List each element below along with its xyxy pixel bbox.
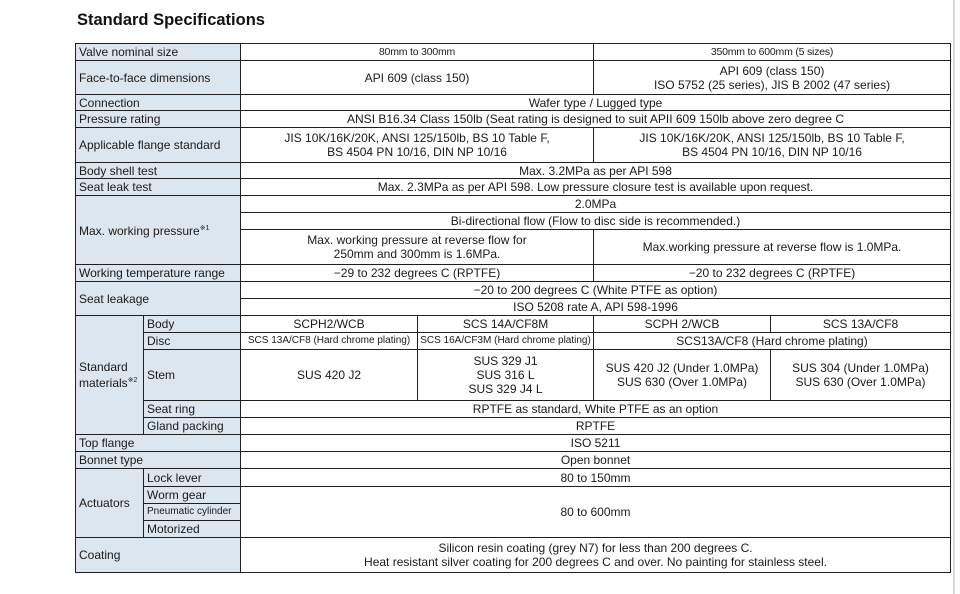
row-label: Gland packing — [144, 418, 241, 435]
cell-line: SUS 420 J2 (Under 1.0MPa) — [605, 361, 759, 375]
cell-line: Silicon resin coating (grey N7) for less than 200 degrees C. — [438, 541, 753, 555]
cell-value: −20 to 232 degrees C (RPTFE) — [594, 265, 951, 282]
row-label: Body shell test — [76, 163, 241, 179]
cell-value — [594, 128, 951, 163]
row-label: Seat leakage — [76, 282, 241, 316]
cell-value: RPTFE as standard, White PTFE as an option — [241, 401, 951, 418]
cell-value — [594, 350, 771, 401]
cell-value: ISO 5208 rate A, API 598-1996 — [241, 299, 951, 316]
page-title: Standard Specifications — [77, 11, 265, 29]
cell-line: BS 4504 PN 10/16, DIN NP 10/16 — [327, 145, 507, 159]
page-edge-line — [953, 0, 955, 594]
row-label: Stem — [144, 350, 241, 401]
cell-line: JIS 10K/16K/20K, ANSI 125/150lb, BS 10 Table F, — [639, 131, 905, 145]
cell-value: Open bonnet — [241, 452, 951, 469]
row-applicable-flange — [76, 128, 951, 163]
cell-value: Max. 3.2MPa as per API 598 — [241, 163, 951, 179]
cell-line: BS 4504 PN 10/16, DIN NP 10/16 — [682, 145, 862, 159]
row-label: Top flange — [76, 435, 241, 452]
row-max-working-pressure — [76, 196, 951, 213]
row-materials-disc — [76, 333, 951, 350]
cell-line: JIS 10K/16K/20K, ANSI 125/150lb, BS 10 Table F, — [284, 131, 550, 145]
cell-value: SCS 13A/CF8 (Hard chrome plating) — [241, 333, 418, 350]
cell-value: 80mm to 300mm — [241, 44, 594, 61]
actuators-group-label: Actuators — [76, 469, 144, 538]
cell-line: 250mm and 300mm is 1.6MPa. — [333, 247, 501, 261]
row-label: Worm gear — [144, 487, 241, 504]
cell-value — [594, 61, 951, 95]
row-label: Seat ring — [144, 401, 241, 418]
cell-line: SUS 329 J1 — [473, 354, 538, 368]
cell-line: ISO 5752 (25 series), JIS B 2002 (47 series) — [653, 77, 891, 92]
cell-line: SUS 329 J4 L — [468, 382, 543, 396]
cell-value: 80 to 150mm — [241, 469, 951, 487]
row-pressure-rating — [76, 111, 951, 128]
cell-line: API 609 (class 150) — [719, 63, 825, 78]
row-label: Disc — [144, 333, 241, 350]
label-line — [79, 374, 140, 390]
row-seat-leak-test — [76, 179, 951, 196]
cell-value: −20 to 200 degrees C (White PTFE as option) — [241, 282, 951, 299]
cell-value: 2.0MPa — [241, 196, 951, 213]
row-label — [76, 196, 241, 265]
row-label: Coating — [76, 538, 241, 573]
cell-value: 350mm to 600mm (5 sizes) — [594, 44, 951, 61]
cell-value — [241, 538, 951, 573]
cell-value: 80 to 600mm — [241, 487, 951, 538]
cell-value: SCPH2/WCB — [241, 316, 418, 333]
cell-value: SCS13A/CF8 (Hard chrome plating) — [594, 333, 951, 350]
cell-value: ANSI B16.34 Class 150lb (Seat rating is designed to suit APII 609 150lb above zero degree C — [241, 111, 951, 128]
row-label: Lock lever — [144, 469, 241, 487]
cell-value: Max.working pressure at reverse flow is 1.0MPa. — [594, 230, 951, 265]
cell-line: Heat resistant silver coating for 200 degrees C and over. No painting for stainless steel. — [364, 555, 827, 569]
footnote-mark: ※1 — [199, 225, 210, 232]
cell-value: Bi-directional flow (Flow to disc side is recommended.) — [241, 213, 951, 230]
row-seat-leakage — [76, 282, 951, 299]
cell-value: SCS 14A/CF8M — [418, 316, 594, 333]
cell-value: SUS 420 J2 — [241, 350, 418, 401]
row-label: Seat leak test — [76, 179, 241, 196]
label-line: Standard — [79, 360, 128, 374]
cell-line: SUS 304 (Under 1.0MPa) — [792, 361, 929, 375]
row-actuators-worm-gear — [76, 487, 951, 504]
row-connection — [76, 95, 951, 111]
row-top-flange — [76, 435, 951, 452]
row-materials-gland-packing — [76, 418, 951, 435]
cell-line: SUS 630 (Over 1.0MPa) — [795, 375, 926, 389]
row-valve-nominal-size — [76, 44, 951, 61]
cell-line: Max. working pressure at reverse flow for — [307, 233, 527, 247]
cell-value: −29 to 232 degrees C (RPTFE) — [241, 265, 594, 282]
row-working-temperature — [76, 265, 951, 282]
row-label: Working temperature range — [76, 265, 241, 282]
cell-line: SUS 630 (Over 1.0MPa) — [616, 375, 748, 389]
row-body-shell-test — [76, 163, 951, 179]
materials-group-label — [76, 316, 144, 435]
footnote-mark: ※2 — [127, 377, 138, 384]
row-face-to-face — [76, 61, 951, 95]
cell-value: SCPH 2/WCB — [594, 316, 771, 333]
cell-value: RPTFE — [241, 418, 951, 435]
row-coating — [76, 538, 951, 573]
cell-value: ISO 5211 — [241, 435, 951, 452]
specifications-table — [75, 43, 951, 573]
cell-value: SCS 13A/CF8 — [771, 316, 951, 333]
cell-value: Max. 2.3MPa as per API 598. Low pressure closure test is available upon request. — [241, 179, 951, 196]
cell-value — [241, 128, 594, 163]
row-label: Pneumatic cylinder — [144, 504, 241, 521]
row-label: Valve nominal size — [76, 44, 241, 61]
row-label: Motorized — [144, 521, 241, 538]
row-label: Applicable flange standard — [76, 128, 241, 163]
row-label: Pressure rating — [76, 111, 241, 128]
cell-value: SCS 16A/CF3M (Hard chrome plating) — [418, 333, 594, 350]
row-label-text: Max. working pressure — [79, 224, 200, 238]
label-line-text: materials — [79, 376, 128, 390]
row-label: Bonnet type — [76, 452, 241, 469]
row-materials-body — [76, 316, 951, 333]
cell-value: Wafer type / Lugged type — [241, 95, 951, 111]
cell-value: API 609 (class 150) — [241, 61, 594, 95]
row-label: Connection — [76, 95, 241, 111]
cell-line: SUS 316 L — [476, 368, 535, 382]
cell-value — [771, 350, 951, 401]
row-materials-stem — [76, 350, 951, 401]
row-bonnet-type — [76, 452, 951, 469]
row-label: Body — [144, 316, 241, 333]
row-actuators-lock-lever — [76, 469, 951, 487]
cell-value — [418, 350, 594, 401]
row-label: Face-to-face dimensions — [76, 61, 241, 95]
row-materials-seat-ring — [76, 401, 951, 418]
cell-value — [241, 230, 594, 265]
